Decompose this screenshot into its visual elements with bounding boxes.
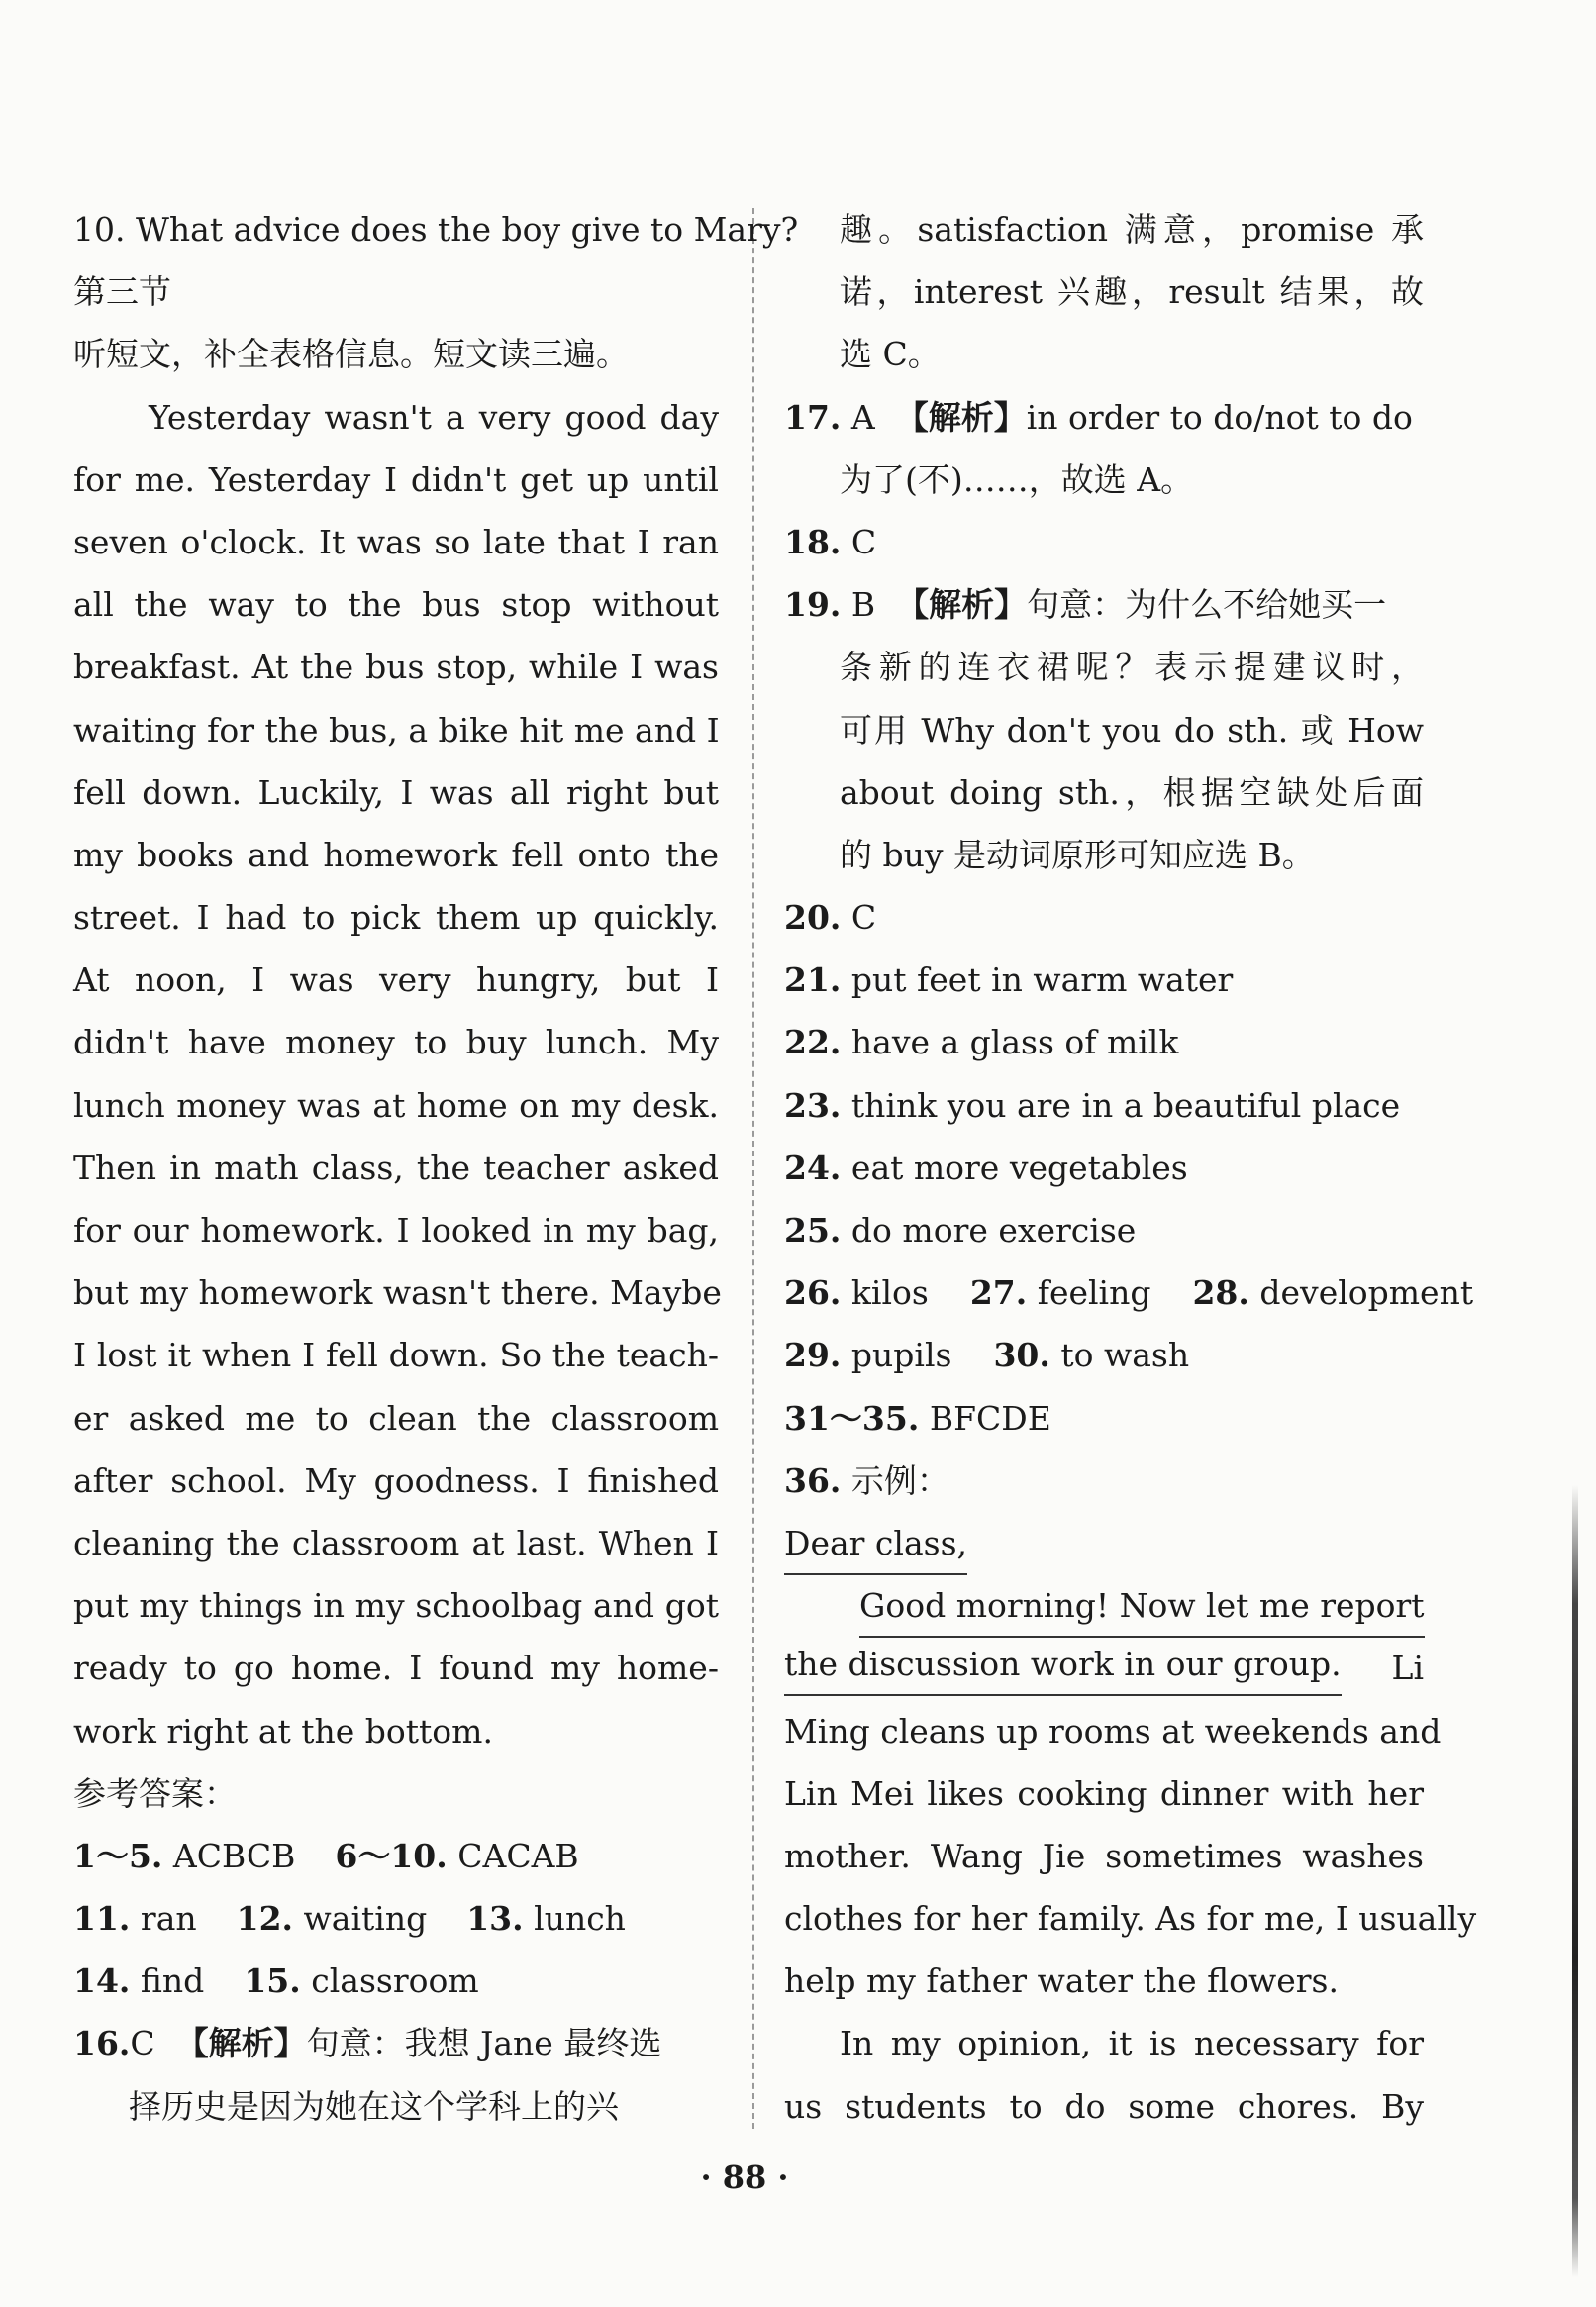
answer-number: 36.: [784, 1460, 842, 1500]
passage-line: Then in math class, the teacher asked: [73, 1148, 719, 1187]
analysis-text: 择历史是因为她在这个学科上的兴: [129, 2086, 619, 2126]
salutation: [784, 1512, 1424, 1574]
answer-value: have a glass of milk: [850, 1023, 1179, 1062]
analysis-tag: 【解析】: [896, 585, 1028, 625]
analysis-text: 趣。satisfaction 满意，promise 承: [840, 210, 1424, 249]
answer-number: 1～5.: [73, 1836, 163, 1875]
analysis-text: 的 buy 是动词原形可知应选 B。: [840, 835, 1315, 874]
answer-key-header: 参考答案：: [73, 1773, 237, 1813]
passage-line: seven o'clock. It was so late that I ran: [73, 522, 719, 561]
passage-line: Yesterday wasn't a very good day: [149, 397, 719, 437]
answer-21: [784, 949, 1424, 1011]
answer-23: [784, 1074, 1424, 1137]
underlined-opening: the discussion work in our group.: [784, 1637, 1342, 1696]
answer-31-35: [784, 1387, 1424, 1450]
answer-value: ACBCB: [172, 1836, 296, 1875]
analysis-text: about doing sth.，根据空缺处后面: [840, 772, 1424, 812]
listening-passage: [73, 386, 722, 1762]
answer-number: 14.: [73, 1961, 131, 2001]
answer-number: 25.: [784, 1211, 842, 1250]
answer-value: BFCDE: [929, 1398, 1051, 1438]
analysis-text: 可用 Why don't you do sth. 或 How: [840, 710, 1424, 750]
answer-value: waiting: [303, 1899, 428, 1939]
answer-25: [784, 1199, 1424, 1261]
answer-value: to wash: [1060, 1336, 1190, 1375]
answer-number: 19.: [784, 585, 842, 625]
passage-line: all the way to the bus stop without: [73, 585, 719, 625]
answer-value: find: [140, 1961, 205, 2001]
answer-number: 12.: [236, 1899, 294, 1939]
analysis-text: 句意：我想 Jane 最终选: [306, 2024, 662, 2063]
answer-value: B: [850, 585, 876, 625]
essay-line: us students to do some chores. By: [784, 2086, 1424, 2126]
analysis-text: 句意：为什么不给她买一: [1027, 585, 1387, 625]
answer-number: 16.: [73, 2024, 131, 2063]
passage-line: ready to go home. I found my home-: [73, 1649, 719, 1688]
answer-24: [784, 1137, 1424, 1199]
analysis-text: 条新的连衣裙呢？表示提建议时，: [840, 648, 1424, 687]
example-label: 示例：: [850, 1460, 949, 1500]
answer-value: kilos: [850, 1273, 929, 1313]
answer-number: 18.: [784, 522, 842, 561]
analysis-text: 为了(不)……，故选 A。: [840, 459, 1194, 499]
passage-line: I lost it when I fell down. So the teach-: [73, 1336, 719, 1375]
passage-line: lunch money was at home on my desk.: [73, 1085, 719, 1125]
salutation-text: Dear class,: [784, 1516, 967, 1575]
answer-18: [784, 511, 1424, 573]
answer-19: [784, 573, 1424, 636]
essay-line: Lin Mei likes cooking dinner with her: [784, 1773, 1424, 1813]
passage-line: er asked me to clean the classroom: [73, 1398, 719, 1438]
answer-value: eat more vegetables: [850, 1148, 1188, 1187]
answer-number: 23.: [784, 1085, 842, 1125]
answer-number: 13.: [466, 1899, 524, 1939]
answer-value: A: [850, 397, 875, 437]
section-title: 第三节: [73, 272, 171, 312]
answer-row: [73, 1887, 719, 1950]
answer-26-28: [784, 1261, 1474, 1324]
passage-line: didn't have money to buy lunch. My: [73, 1023, 719, 1062]
answer-number: 24.: [784, 1148, 842, 1187]
passage-line: work right at the bottom.: [73, 1711, 493, 1751]
passage-line: breakfast. At the bus stop, while I was: [73, 648, 719, 687]
answer-number: 31～35.: [784, 1398, 920, 1438]
passage-line: At noon, I was very hungry, but I: [73, 960, 719, 1000]
page-number-value: 88: [722, 2158, 767, 2196]
answer-29-30: [784, 1324, 1424, 1386]
answer-16: [73, 2012, 719, 2074]
answer-number: 28.: [1192, 1273, 1249, 1313]
passage-line: after school. My goodness. I finished: [73, 1460, 719, 1500]
answer-row: [73, 1825, 719, 1887]
answer-value: classroom: [311, 1961, 479, 2001]
passage-line: but my homework wasn't there. Maybe: [73, 1273, 722, 1313]
answer-value: CACAB: [457, 1836, 579, 1875]
answer-number: 27.: [969, 1273, 1028, 1313]
left-column: [73, 198, 799, 2138]
answer-row: [73, 1950, 719, 2012]
answer-number: 29.: [784, 1336, 842, 1375]
essay-line: clothes for her family. As for me, I usually: [784, 1899, 1477, 1939]
answer-number: 15.: [244, 1961, 301, 2001]
answer-value: lunch: [534, 1899, 626, 1939]
answer-20: [784, 886, 1424, 949]
passage-line: cleaning the classroom at last. When I: [73, 1523, 719, 1562]
answer-22: [784, 1011, 1424, 1073]
answer-value: C: [130, 2024, 155, 2063]
analysis-text: 选 C。: [840, 335, 941, 374]
analysis-text: in order to do/not to do: [1026, 397, 1413, 437]
essay-line: [784, 1574, 1424, 1637]
essay-line: In my opinion, it is necessary for: [840, 2024, 1424, 2063]
essay-line: [784, 1637, 1424, 1699]
passage-line: for me. Yesterday I didn't get up until: [73, 459, 719, 499]
answer-number: 21.: [784, 960, 842, 1000]
answer-value: feeling: [1037, 1273, 1151, 1313]
answer-17: [784, 386, 1424, 449]
answer-value: put feet in warm water: [850, 960, 1234, 1000]
answer-value: ran: [140, 1899, 197, 1939]
answer-value: think you are in a beautiful place: [850, 1085, 1401, 1125]
question-10: 10. What advice does the boy give to Mary?: [73, 210, 799, 249]
essay-line: mother. Wang Jie sometimes washes: [784, 1836, 1424, 1875]
answer-36: [784, 1450, 1424, 1512]
analysis-tag: 【解析】: [175, 2024, 307, 2063]
passage-line: fell down. Luckily, I was all right but: [73, 772, 719, 812]
answer-value: C: [850, 522, 877, 561]
answer-number: 6～10.: [335, 1836, 448, 1875]
passage-line: street. I had to pick them up quickly.: [73, 898, 719, 938]
passage-line: waiting for the bus, a bike hit me and I: [73, 710, 720, 750]
essay-line: help my father water the flowers.: [784, 1961, 1339, 2001]
answer-number: 17.: [784, 397, 842, 437]
answer-value: pupils: [850, 1336, 952, 1375]
analysis-tag: 【解析】: [895, 397, 1027, 437]
underlined-opening: Good morning! Now let me report: [859, 1578, 1425, 1638]
answer-number: 22.: [784, 1023, 842, 1062]
passage-line: for our homework. I looked in my bag,: [73, 1211, 719, 1250]
answer-number: 30.: [993, 1336, 1050, 1375]
essay-text: Li: [1391, 1649, 1424, 1688]
page-edge-shadow: [1572, 1485, 1578, 2277]
analysis-text: 诺，interest 兴趣，result 结果，故: [840, 272, 1424, 312]
answer-number: 20.: [784, 898, 842, 938]
section-instruction: 听短文，补全表格信息。短文读三遍。: [73, 335, 629, 374]
answer-value: C: [850, 898, 877, 938]
right-column: [784, 198, 1477, 2138]
answer-number: 26.: [784, 1273, 842, 1313]
answer-value: do more exercise: [850, 1211, 1137, 1250]
answer-number: 11.: [73, 1899, 131, 1939]
page-number: · 88 ·: [700, 2158, 789, 2196]
passage-line: my books and homework fell onto the: [73, 835, 719, 874]
answer-value: development: [1259, 1273, 1474, 1313]
column-divider: [752, 208, 754, 2129]
passage-line: put my things in my schoolbag and got: [73, 1586, 719, 1626]
essay-line: Ming cleans up rooms at weekends and: [784, 1711, 1442, 1751]
